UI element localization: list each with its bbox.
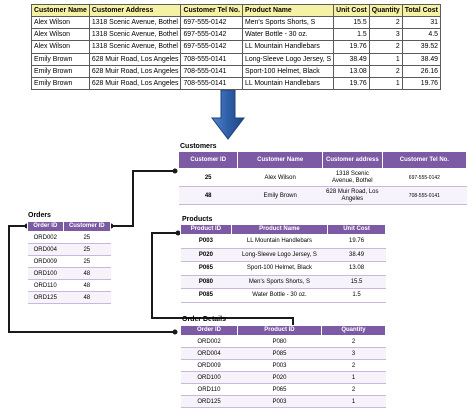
flat-cell: 1.5 (334, 29, 370, 41)
product-cell: Long-Sleeve Logo Jersey, S (231, 248, 327, 262)
flat-cell: Water Bottle - 30 oz. (243, 29, 334, 41)
order-detail-row (181, 396, 386, 408)
flat-cell: 31 (402, 17, 440, 29)
product-cell: 13.08 (328, 262, 386, 276)
order-detail-cell: ORD002 (181, 336, 238, 348)
flat-cell: 1318 Scenic Avenue, Bothel (89, 41, 181, 53)
flat-cell: 697-555-0142 (181, 41, 243, 53)
flat-cell: 19.76 (402, 77, 440, 89)
order-cell: 48 (63, 280, 110, 292)
orders-header-cell: Order ID (28, 222, 64, 232)
flat-cell: 4.5 (402, 29, 440, 41)
product-cell: 15.5 (328, 275, 386, 289)
flat-cell: 19.76 (334, 41, 370, 53)
product-cell: Water Bottle - 30 oz. (231, 289, 327, 303)
flat-header-cell: Customer Name (32, 5, 90, 17)
flat-cell: 13.08 (334, 65, 370, 77)
product-row (181, 248, 386, 262)
flat-cell: 1 (369, 77, 402, 89)
product-cell: P003 (181, 235, 232, 249)
flat-header-cell: Total Cost (402, 5, 440, 17)
customers-header-cell: Customer Tel No. (382, 152, 466, 169)
customers-table-title: Customers (180, 143, 217, 150)
customers-table (178, 151, 467, 205)
order-detail-cell: 3 (321, 348, 385, 360)
customers-header-cell: Customer Name (238, 152, 323, 169)
product-cell: P080 (181, 275, 232, 289)
order-detail-cell: 2 (321, 384, 385, 396)
flat-cell: Emily Brown (32, 65, 90, 77)
order-detail-row (181, 384, 386, 396)
flat-header-cell: Quantity (369, 5, 402, 17)
orderdetails-table-title: Order Details (182, 316, 226, 323)
order-detail-cell: 2 (321, 336, 385, 348)
flat-cell: 697-555-0142 (181, 17, 243, 29)
product-cell: Men's Sports Shorts, S (231, 275, 327, 289)
customer-cell: Alex Wilson (238, 169, 323, 187)
order-row (28, 256, 111, 268)
order-detail-row (181, 336, 386, 348)
flat-header-cell: Customer Address (89, 5, 181, 17)
flat-cell: 1 (369, 53, 402, 65)
connector-orders-customers (111, 171, 175, 226)
orderdetails-header-cell: Order ID (181, 326, 238, 336)
order-cell: ORD125 (28, 292, 64, 304)
order-detail-cell: ORD004 (181, 348, 238, 360)
order-cell: ORD009 (28, 256, 64, 268)
product-cell: P020 (181, 248, 232, 262)
flat-cell: 15.5 (334, 17, 370, 29)
order-cell: ORD002 (28, 232, 64, 244)
order-detail-cell: P085 (237, 348, 321, 360)
flat-cell: 39.52 (402, 41, 440, 53)
flat-cell: 628 Muir Road, Los Angeles (89, 53, 181, 65)
order-row (28, 280, 111, 292)
flat-cell: Alex Wilson (32, 41, 90, 53)
flat-cell: Emily Brown (32, 53, 90, 65)
product-cell: P085 (181, 289, 232, 303)
flat-header-cell: Unit Cost (334, 5, 370, 17)
flat-cell: 628 Muir Road, Los Angeles (89, 77, 181, 89)
order-detail-cell: P020 (237, 372, 321, 384)
products-header-cell: Product Name (231, 225, 327, 235)
order-detail-cell: ORD110 (181, 384, 238, 396)
order-detail-row (181, 372, 386, 384)
customer-cell: 1318 Scenic Avenue, Bothel (322, 169, 382, 187)
order-cell: 25 (63, 232, 110, 244)
flat-cell: 708-555-0141 (181, 77, 243, 89)
flat-cell: 2 (369, 65, 402, 77)
flat-cell: Long-Sleeve Logo Jersey, S (243, 53, 334, 65)
order-detail-cell: P065 (237, 384, 321, 396)
connector-key-icon (173, 330, 178, 335)
flat-cell: LL Mountain Handlebars (243, 77, 334, 89)
products-header-cell: Unit Cost (328, 225, 386, 235)
product-row (181, 262, 386, 276)
customer-cell: 48 (179, 187, 238, 205)
order-cell: 25 (63, 244, 110, 256)
flat-cell: 38.49 (402, 53, 440, 65)
product-cell: Sport-100 Helmet, Black (231, 262, 327, 276)
customer-row (179, 169, 467, 187)
flat-cell: 26.16 (402, 65, 440, 77)
flat-cell: LL Mountain Handlebars (243, 41, 334, 53)
orderdetails-header-cell: Quantity (321, 326, 385, 336)
order-cell: 48 (63, 268, 110, 280)
flat-cell: 708-555-0141 (181, 53, 243, 65)
flat-cell: 3 (369, 29, 402, 41)
order-detail-cell: P003 (237, 360, 321, 372)
orderdetails-header-cell: Product ID (237, 326, 321, 336)
order-detail-cell: ORD125 (181, 396, 238, 408)
product-row (181, 289, 386, 303)
products-table (180, 224, 386, 303)
order-detail-cell: 1 (321, 396, 385, 408)
product-cell: LL Mountain Handlebars (231, 235, 327, 249)
flat-cell: 19.76 (334, 77, 370, 89)
orders-table (27, 221, 111, 304)
customer-cell: Emily Brown (238, 187, 323, 205)
orders-table-title: Orders (28, 212, 51, 219)
flat-cell: 708-555-0141 (181, 65, 243, 77)
customer-row (179, 187, 467, 205)
order-row (28, 244, 111, 256)
flat-header-cell: Product Name (243, 5, 334, 17)
flat-cell: 2 (369, 17, 402, 29)
order-cell: ORD100 (28, 268, 64, 280)
flat-header-cell: Customer Tel No. (181, 5, 243, 17)
product-row (181, 235, 386, 249)
flat-cell: Emily Brown (32, 77, 90, 89)
flat-cell: 1318 Scenic Avenue, Bothel (89, 29, 181, 41)
order-detail-cell: 1 (321, 372, 385, 384)
products-table-title: Products (182, 216, 213, 223)
orders-header-cell: Customer ID (63, 222, 110, 232)
customer-cell: 628 Muir Road, Los Angeles (322, 187, 382, 205)
product-row (181, 275, 386, 289)
order-details-table (180, 325, 386, 408)
flat-cell: 2 (369, 41, 402, 53)
flat-cell: 38.49 (334, 53, 370, 65)
order-cell: ORD110 (28, 280, 64, 292)
customers-header-cell: Customer ID (179, 152, 238, 169)
order-detail-cell: P003 (237, 396, 321, 408)
customer-cell: 25 (179, 169, 238, 187)
product-cell: 1.5 (328, 289, 386, 303)
order-cell: ORD004 (28, 244, 64, 256)
flat-cell: Alex Wilson (32, 29, 90, 41)
order-detail-cell: 2 (321, 360, 385, 372)
connector-key-icon (173, 169, 178, 174)
product-cell: 19.76 (328, 235, 386, 249)
flat-cell: Alex Wilson (32, 17, 90, 29)
customers-header-cell: Customer address (322, 152, 382, 169)
order-detail-cell: ORD009 (181, 360, 238, 372)
flat-cell: Men's Sports Shorts, S (243, 17, 334, 29)
order-row (28, 268, 111, 280)
product-cell: 38.49 (328, 248, 386, 262)
customer-cell: 697-555-0142 (382, 169, 466, 187)
order-row (28, 292, 111, 304)
order-detail-cell: P080 (237, 336, 321, 348)
order-detail-row (181, 348, 386, 360)
customer-cell: 708-555-0141 (382, 187, 466, 205)
product-cell: P065 (181, 262, 232, 276)
order-detail-cell: ORD100 (181, 372, 238, 384)
order-cell: 25 (63, 256, 110, 268)
flat-cell: 1318 Scenic Avenue, Bothel (89, 17, 181, 29)
flat-cell: 628 Muir Road, Los Angeles (89, 65, 181, 77)
products-header-cell: Product ID (181, 225, 232, 235)
order-detail-row (181, 360, 386, 372)
order-row (28, 232, 111, 244)
flat-cell: Sport-100 Helmet, Black (243, 65, 334, 77)
order-cell: 48 (63, 292, 110, 304)
flat-cell: 697-555-0142 (181, 29, 243, 41)
